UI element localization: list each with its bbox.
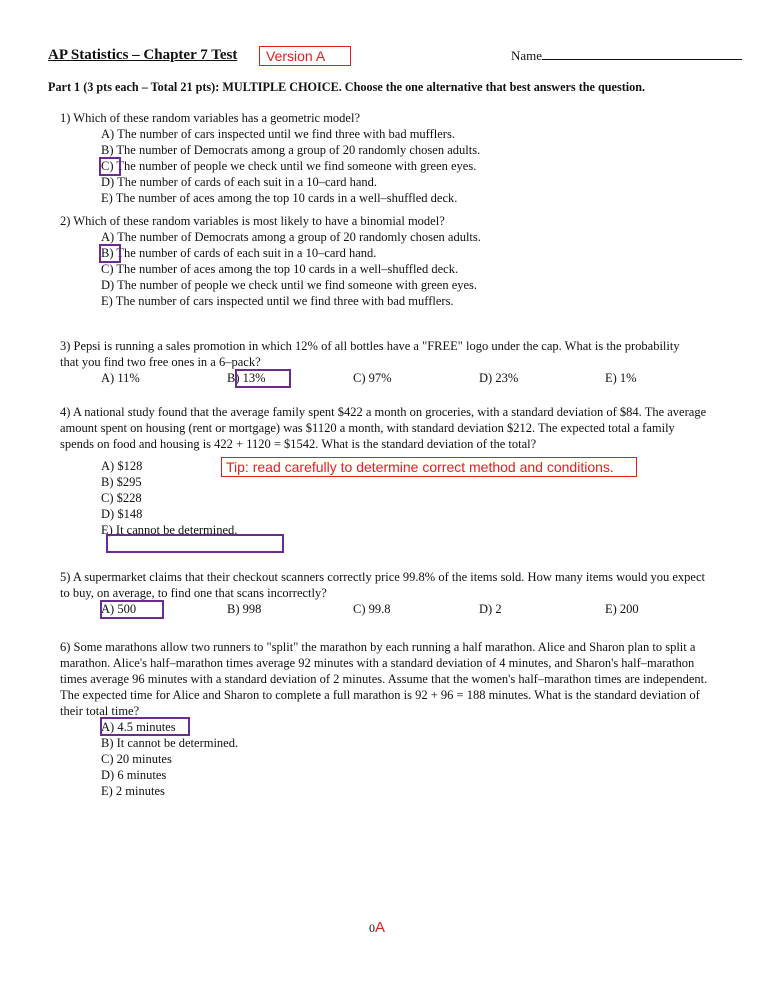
answer-mark-q3 xyxy=(235,369,291,388)
name-field[interactable] xyxy=(511,47,742,64)
answer-mark-q6 xyxy=(100,717,190,736)
answer-option: D) 2 xyxy=(479,602,502,616)
answer-option: C) 97% xyxy=(353,371,392,385)
question-stem: 2) Which of these random variables is most likely to have a binomial model? xyxy=(60,214,445,228)
question-stem: 3) Pepsi is running a sales promotion in which 12% of all bottles have a "FREE" logo under the cap. What is the probability that you find two free ones in a 6–pack? xyxy=(60,339,680,369)
answer-option: D) $148 xyxy=(101,507,143,521)
question-3 xyxy=(60,338,720,386)
version-label: Version A xyxy=(259,46,351,66)
answer-option: E) The number of cars inspected until we find three with bad mufflers. xyxy=(101,294,454,308)
answer-option: C) $228 xyxy=(101,491,142,505)
page-number: 0 xyxy=(369,921,375,935)
question-1 xyxy=(60,110,720,206)
answer-option: A) $128 xyxy=(101,459,143,473)
answer-option: A) 11% xyxy=(101,371,140,385)
answer-option: B) The number of Democrats among a group of 20 randomly chosen adults. xyxy=(101,143,481,157)
answer-option: D) The number of cards of each suit in a 10–card hand. xyxy=(101,175,378,189)
answer-mark-q4 xyxy=(106,534,284,553)
answer-option: D) The number of people we check until we find someone with green eyes. xyxy=(101,278,478,292)
test-title: AP Statistics – Chapter 7 Test xyxy=(48,47,238,63)
question-stem: 5) A supermarket claims that their checkout scanners correctly price 99.8% of the items sold. How many items would you expect to buy, on average, to find one that scans incorrectly? xyxy=(60,570,705,600)
name-blank-line[interactable] xyxy=(542,47,742,60)
part1-instructions: Part 1 (3 pts each – Total 21 pts): MULTIPLE CHOICE. Choose the one alternative that best answers the question. xyxy=(48,80,646,94)
answer-option: B) $295 xyxy=(101,475,142,489)
answer-option: A) 500 xyxy=(101,602,137,616)
page-footer xyxy=(369,919,385,937)
answer-mark-q2 xyxy=(99,244,121,263)
answer-option: E) 1% xyxy=(605,371,637,385)
answer-option: C) 20 minutes xyxy=(101,752,172,766)
answer-option: A) The number of Democrats among a group of 20 randomly chosen adults. xyxy=(101,230,481,244)
answer-option: B) It cannot be determined. xyxy=(101,736,239,750)
question-stem: 1) Which of these random variables has a geometric model? xyxy=(60,111,361,125)
answer-option: D) 23% xyxy=(479,371,519,385)
tip-annotation: Tip: read carefully to determine correct method and conditions. xyxy=(221,457,637,477)
answer-option: E) The number of aces among the top 10 cards in a well–shuffled deck. xyxy=(101,191,458,205)
version-letter: A xyxy=(375,919,386,936)
answer-option: A) 4.5 minutes xyxy=(101,720,176,734)
answer-option: E) It cannot be determined. xyxy=(101,523,238,537)
answer-mark-q5 xyxy=(100,600,164,619)
answer-option: C) 99.8 xyxy=(353,602,391,616)
answer-option: E) 2 minutes xyxy=(101,784,165,798)
answer-option: B) The number of cards of each suit in a 10–card hand. xyxy=(101,246,377,260)
answer-option: C) The number of aces among the top 10 cards in a well–shuffled deck. xyxy=(101,262,459,276)
answer-option: C) The number of people we check until we find someone with green eyes. xyxy=(101,159,477,173)
question-2 xyxy=(60,213,720,309)
question-stem: 6) Some marathons allow two runners to "split" the marathon by each running a half marathon. Alice and Sharon plan to split a marathon. Alice's half–marathon times average 92 minutes with a standard deviation of 4 minutes, and Sharon's half–marathon times average 96 minutes with a standard deviation of 2 minutes. Assume that the women's half–marathon times are independent. The expected time for Alice and Sharon to complete a full marathon is 92 + 96 = 188 minutes. What is the standard deviation of their total time? xyxy=(60,640,708,718)
answer-mark-q1 xyxy=(99,157,121,176)
name-label: Name xyxy=(511,48,543,63)
answer-option: B) 998 xyxy=(227,602,262,616)
answer-option: A) The number of cars inspected until we find three with bad mufflers. xyxy=(101,127,455,141)
answer-option: B) 13% xyxy=(227,371,266,385)
answer-option: D) 6 minutes xyxy=(101,768,167,782)
question-stem: 4) A national study found that the average family spent $422 a month on groceries, with a standard deviation of $84. The average amount spent on housing (rent or mortgage) was $1120 a month, with standard deviation $212. The expected total a family spends on food and housing is 422 + 1120 = $1542. What is the standard deviation of the total? xyxy=(60,405,707,451)
answer-option: E) 200 xyxy=(605,602,639,616)
